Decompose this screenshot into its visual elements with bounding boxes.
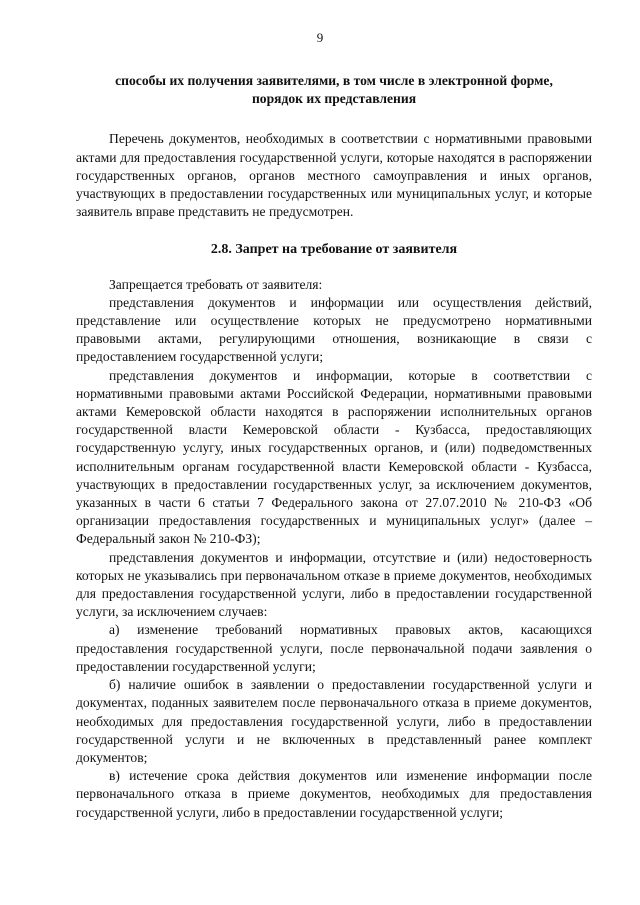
paragraph-prohibition-2: представления документов и информации, которые в соответствии с нормативными правовыми актами Российской Федерации, нормативными правовыми актами Кемеровской области находятся в распоряжении исполнительных органов государственной власти Кемеровской области - Кузбасса, предоставляющих государственную услугу, иных государственных органов, и (или) подведомственных исполнительным органам государственной власти Кемеровской области - Кузбасса, участвующих в предоставлении государственных услуг, за исключением документов, указанных в части 6 статьи 7 Федерального закона от 27.07.2010 № 210-ФЗ «Об организации предоставления государственных и муниципальных услуг» (далее – Федеральный закон № 210-ФЗ); [76, 367, 592, 547]
list-item-a: а) изменение требований нормативных правовых актов, касающихся предоставления государственной услуги, после первоначальной подачи заявления о предоставлении государственной услуги; [76, 622, 592, 674]
document-body [76, 72, 592, 822]
list-item-v: в) истечение срока действия документов или изменение информации после первоначального отказа в приеме документов, необходимых для предоставления государственной услуги, либо в предоставлении государственной услуги; [76, 768, 592, 820]
list-item-b: б) наличие ошибок в заявлении о предоставлении государственной услуги и документах, поданных заявителем после первоначального отказа в приеме документов, необходимых для предоставления государственной услуги, либо в предоставлении государственной услуги и не включенных в представленный ранее комплект документов; [76, 677, 592, 765]
heading-line-1: способы их получения заявителями, в том числе в электронной форме, [115, 73, 553, 88]
section-heading-continued [76, 72, 592, 108]
paragraph-prohibition-1: представления документов и информации или осуществления действий, представление или осуществление которых не предусмотрено нормативными правовыми актами, регулирующими отношения, возникающие в связи с предоставлением государственной услуги; [76, 294, 592, 365]
section-title-2-8: 2.8. Запрет на требование от заявителя [210, 242, 458, 258]
paragraph-prohibition-3: представления документов и информации, отсутствие и (или) недостоверность которых не указывались при первоначальном отказе в приеме документов, необходимых для предоставления государственной услуги, либо в предоставлении государственной услуги, за исключением случаев: [76, 549, 592, 620]
heading-line-2: порядок их представления [251, 91, 417, 107]
paragraph-documents-list: Перечень документов, необходимых в соответствии с нормативными правовыми актами для предоставления государственной услуги, которые находятся в распоряжении государственных органов, органов местного самоуправления и иных органов, участвующих в предоставлении государственных или муниципальных услуг, и которые заявитель вправе представить не предусмотрен. [76, 131, 592, 220]
page-number: 9 [316, 30, 324, 45]
paragraph-prohibition-intro: Запрещается требовать от заявителя: [109, 276, 323, 292]
